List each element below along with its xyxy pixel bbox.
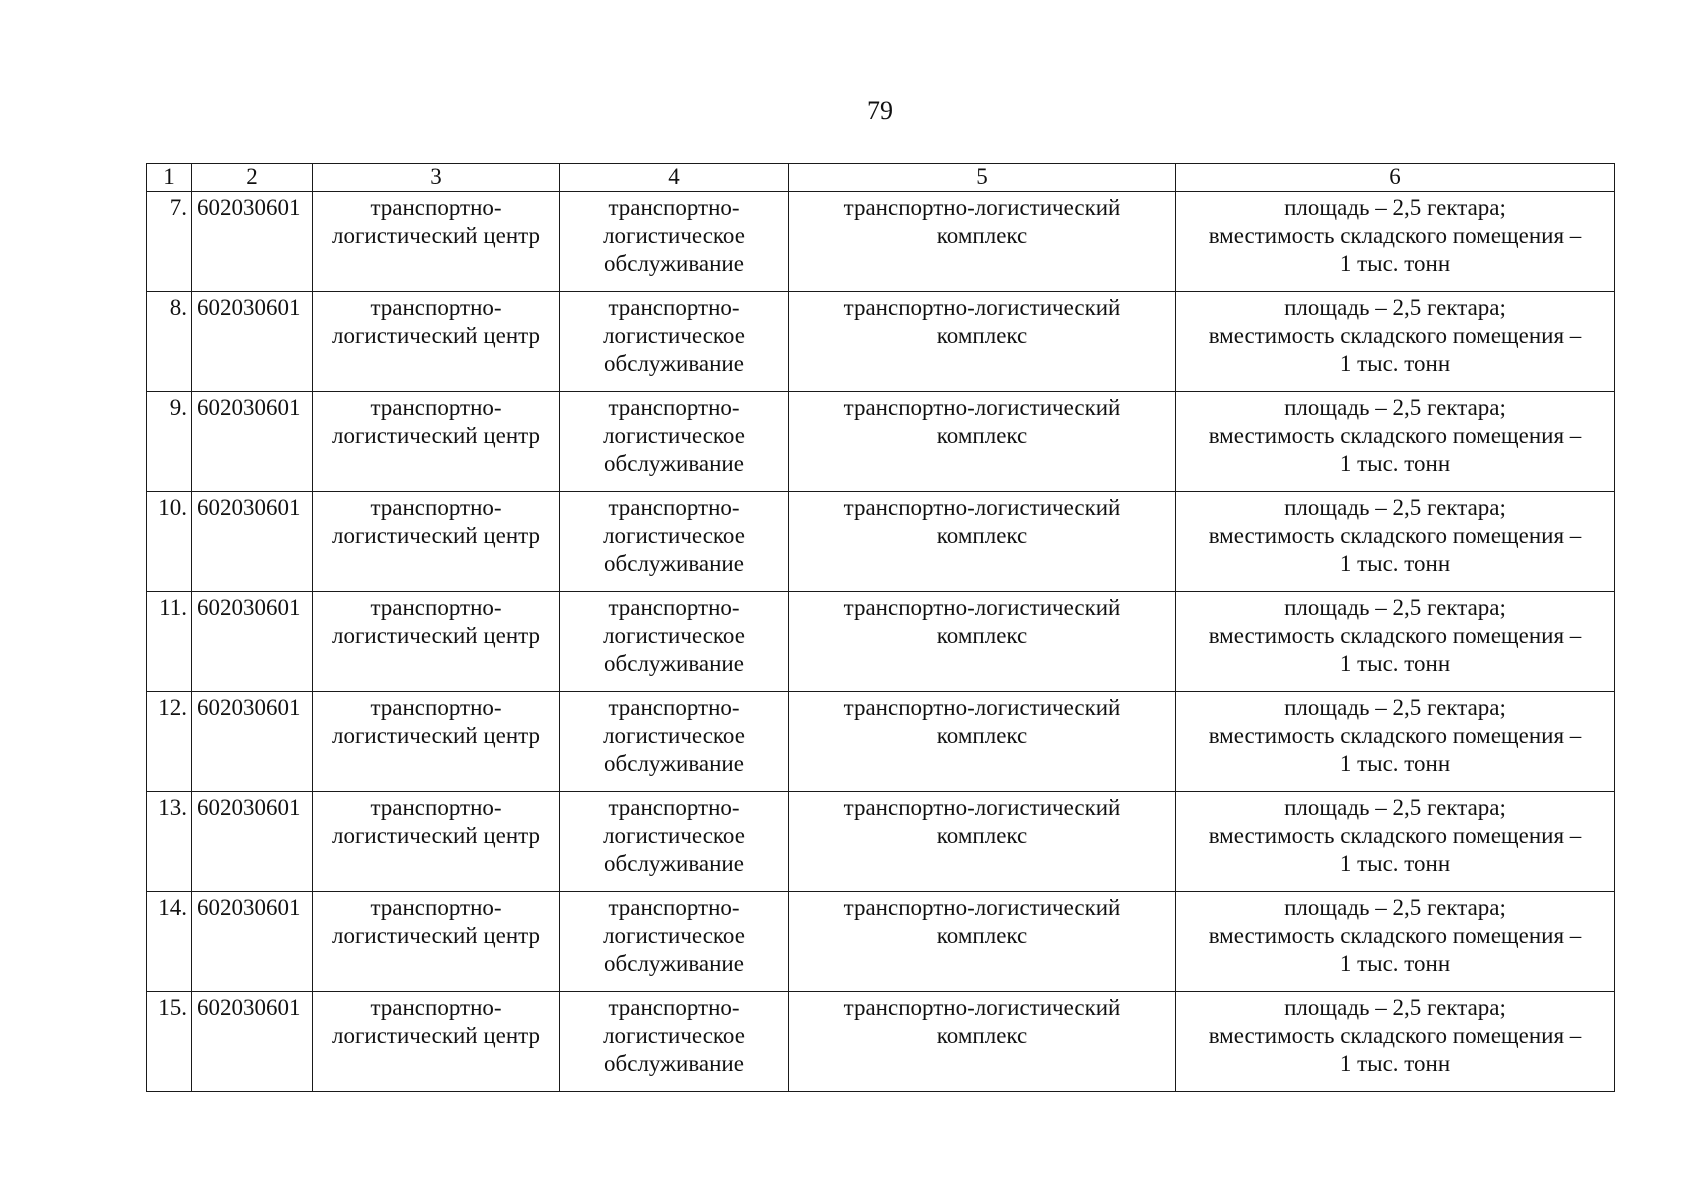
characteristics-cell — [1176, 292, 1615, 392]
object-type-cell-line: логистический центр — [331, 923, 541, 948]
characteristics-cell-line: 1 тыс. тонн — [1339, 351, 1451, 376]
object-purpose-cell-line: транспортно-логистический — [843, 295, 1121, 320]
activity-type-cell-line: логистическое — [603, 223, 745, 248]
object-type-cell — [313, 192, 560, 292]
object-purpose-cell-line: комплекс — [936, 823, 1028, 848]
object-purpose-cell — [789, 592, 1176, 692]
column-header-4: 4 — [560, 164, 789, 192]
object-type-cell — [313, 592, 560, 692]
object-type-cell-line: транспортно- — [370, 195, 502, 220]
characteristics-cell-line: 1 тыс. тонн — [1339, 651, 1451, 676]
activity-type-cell-line: транспортно- — [608, 795, 740, 820]
characteristics-cell — [1176, 492, 1615, 592]
characteristics-cell — [1176, 792, 1615, 892]
activity-type-cell-line: логистическое — [603, 523, 745, 548]
object-type-cell-line: транспортно- — [370, 795, 502, 820]
characteristics-cell-line: площадь – 2,5 гектара; — [1284, 995, 1506, 1020]
characteristics-cell-line: вместимость складского помещения – — [1208, 823, 1582, 848]
characteristics-cell-line: 1 тыс. тонн — [1339, 851, 1451, 876]
object-type-cell-line: логистический центр — [331, 223, 541, 248]
object-type-cell-line: логистический центр — [331, 623, 541, 648]
characteristics-cell-line: вместимость складского помещения – — [1208, 1023, 1582, 1048]
characteristics-cell — [1176, 592, 1615, 692]
object-purpose-cell-line: транспортно-логистический — [843, 995, 1121, 1020]
object-type-cell-line: транспортно- — [370, 495, 502, 520]
table-header-row — [147, 164, 1615, 192]
characteristics-cell-line: 1 тыс. тонн — [1339, 251, 1451, 276]
object-type-cell-line: транспортно- — [370, 695, 502, 720]
activity-type-cell-line: транспортно- — [608, 695, 740, 720]
activity-type-cell-line: транспортно- — [608, 895, 740, 920]
row-number: 7. — [147, 192, 192, 292]
object-purpose-cell — [789, 492, 1176, 592]
object-purpose-cell-line: комплекс — [936, 323, 1028, 348]
activity-type-cell — [560, 792, 789, 892]
activity-type-cell — [560, 492, 789, 592]
object-type-cell-line: транспортно- — [370, 895, 502, 920]
characteristics-cell-line: вместимость складского помещения – — [1208, 523, 1582, 548]
activity-type-cell — [560, 392, 789, 492]
object-purpose-cell — [789, 992, 1176, 1092]
activity-type-cell-line: транспортно- — [608, 295, 740, 320]
activity-type-cell-line: обслуживание — [604, 351, 744, 376]
characteristics-cell-line: площадь – 2,5 гектара; — [1284, 895, 1506, 920]
column-header-6: 6 — [1176, 164, 1615, 192]
activity-type-cell-line: обслуживание — [604, 251, 744, 276]
characteristics-cell-line: вместимость складского помещения – — [1208, 923, 1582, 948]
characteristics-cell — [1176, 992, 1615, 1092]
characteristics-cell-line: вместимость складского помещения – — [1208, 723, 1582, 748]
row-number: 12. — [147, 692, 192, 792]
row-number: 13. — [147, 792, 192, 892]
characteristics-cell-line: 1 тыс. тонн — [1339, 751, 1451, 776]
characteristics-cell-line: площадь – 2,5 гектара; — [1284, 195, 1506, 220]
table-body — [147, 192, 1615, 1092]
object-type-cell — [313, 492, 560, 592]
data-table — [146, 163, 1615, 1092]
object-purpose-cell-line: комплекс — [936, 1023, 1028, 1048]
activity-type-cell-line: обслуживание — [604, 851, 744, 876]
row-code: 602030601 — [192, 392, 313, 492]
characteristics-cell — [1176, 392, 1615, 492]
row-number: 9. — [147, 392, 192, 492]
activity-type-cell — [560, 892, 789, 992]
row-code: 602030601 — [192, 892, 313, 992]
characteristics-cell-line: вместимость складского помещения – — [1208, 323, 1582, 348]
activity-type-cell-line: логистическое — [603, 1023, 745, 1048]
object-type-cell-line: логистический центр — [331, 823, 541, 848]
object-type-cell — [313, 892, 560, 992]
characteristics-cell-line: площадь – 2,5 гектара; — [1284, 695, 1506, 720]
object-type-cell — [313, 992, 560, 1092]
row-code: 602030601 — [192, 192, 313, 292]
object-purpose-cell-line: транспортно-логистический — [843, 695, 1121, 720]
row-code: 602030601 — [192, 792, 313, 892]
activity-type-cell-line: логистическое — [603, 323, 745, 348]
object-purpose-cell — [789, 792, 1176, 892]
object-purpose-cell-line: транспортно-логистический — [843, 895, 1121, 920]
activity-type-cell — [560, 992, 789, 1092]
row-number: 11. — [147, 592, 192, 692]
table-row — [147, 492, 1615, 592]
object-purpose-cell — [789, 392, 1176, 492]
activity-type-cell-line: обслуживание — [604, 451, 744, 476]
column-header-5: 5 — [789, 164, 1176, 192]
object-purpose-cell — [789, 892, 1176, 992]
characteristics-cell-line: вместимость складского помещения – — [1208, 423, 1582, 448]
table-row — [147, 292, 1615, 392]
row-code: 602030601 — [192, 292, 313, 392]
activity-type-cell-line: обслуживание — [604, 751, 744, 776]
activity-type-cell — [560, 192, 789, 292]
activity-type-cell-line: обслуживание — [604, 651, 744, 676]
object-type-cell-line: логистический центр — [331, 423, 541, 448]
characteristics-cell — [1176, 892, 1615, 992]
table-row — [147, 992, 1615, 1092]
characteristics-cell-line: 1 тыс. тонн — [1339, 1051, 1451, 1076]
table-row — [147, 192, 1615, 292]
activity-type-cell-line: транспортно- — [608, 595, 740, 620]
object-purpose-cell-line: комплекс — [936, 623, 1028, 648]
characteristics-cell — [1176, 192, 1615, 292]
table-row — [147, 592, 1615, 692]
object-purpose-cell-line: транспортно-логистический — [843, 595, 1121, 620]
activity-type-cell-line: транспортно- — [608, 395, 740, 420]
column-header-1: 1 — [147, 164, 192, 192]
activity-type-cell-line: логистическое — [603, 823, 745, 848]
row-code: 602030601 — [192, 592, 313, 692]
row-code: 602030601 — [192, 992, 313, 1092]
activity-type-cell-line: обслуживание — [604, 951, 744, 976]
characteristics-cell-line: 1 тыс. тонн — [1339, 551, 1451, 576]
object-type-cell-line: транспортно- — [370, 995, 502, 1020]
row-number: 15. — [147, 992, 192, 1092]
table-row — [147, 392, 1615, 492]
activity-type-cell-line: логистическое — [603, 923, 745, 948]
object-type-cell-line: логистический центр — [331, 323, 541, 348]
activity-type-cell-line: транспортно- — [608, 495, 740, 520]
characteristics-cell-line: площадь – 2,5 гектара; — [1284, 295, 1506, 320]
object-type-cell-line: транспортно- — [370, 295, 502, 320]
object-purpose-cell-line: транспортно-логистический — [843, 395, 1121, 420]
characteristics-cell-line: площадь – 2,5 гектара; — [1284, 395, 1506, 420]
object-purpose-cell-line: транспортно-логистический — [843, 795, 1121, 820]
characteristics-cell-line: вместимость складского помещения – — [1208, 223, 1582, 248]
object-purpose-cell-line: транспортно-логистический — [843, 195, 1121, 220]
object-purpose-cell — [789, 192, 1176, 292]
page-number: 79 — [867, 96, 893, 125]
characteristics-cell-line: площадь – 2,5 гектара; — [1284, 595, 1506, 620]
characteristics-cell-line: площадь – 2,5 гектара; — [1284, 495, 1506, 520]
object-purpose-cell-line: комплекс — [936, 923, 1028, 948]
activity-type-cell-line: логистическое — [603, 723, 745, 748]
row-number: 8. — [147, 292, 192, 392]
table-row — [147, 892, 1615, 992]
object-purpose-cell-line: комплекс — [936, 723, 1028, 748]
object-purpose-cell — [789, 692, 1176, 792]
object-purpose-cell — [789, 292, 1176, 392]
row-number: 10. — [147, 492, 192, 592]
activity-type-cell-line: транспортно- — [608, 195, 740, 220]
object-type-cell-line: логистический центр — [331, 1023, 541, 1048]
object-purpose-cell-line: комплекс — [936, 523, 1028, 548]
activity-type-cell-line: обслуживание — [604, 551, 744, 576]
activity-type-cell — [560, 292, 789, 392]
object-type-cell-line: транспортно- — [370, 395, 502, 420]
characteristics-cell — [1176, 692, 1615, 792]
characteristics-cell-line: вместимость складского помещения – — [1208, 623, 1582, 648]
object-type-cell — [313, 792, 560, 892]
table-row — [147, 792, 1615, 892]
object-type-cell-line: транспортно- — [370, 595, 502, 620]
activity-type-cell-line: логистическое — [603, 623, 745, 648]
object-type-cell-line: логистический центр — [331, 723, 541, 748]
row-number: 14. — [147, 892, 192, 992]
activity-type-cell — [560, 692, 789, 792]
object-purpose-cell-line: комплекс — [936, 423, 1028, 448]
row-code: 602030601 — [192, 492, 313, 592]
column-header-3: 3 — [313, 164, 560, 192]
activity-type-cell — [560, 592, 789, 692]
characteristics-cell-line: 1 тыс. тонн — [1339, 951, 1451, 976]
characteristics-cell-line: 1 тыс. тонн — [1339, 451, 1451, 476]
column-header-2: 2 — [192, 164, 313, 192]
object-purpose-cell-line: транспортно-логистический — [843, 495, 1121, 520]
object-type-cell-line: логистический центр — [331, 523, 541, 548]
characteristics-cell-line: площадь – 2,5 гектара; — [1284, 795, 1506, 820]
row-code: 602030601 — [192, 692, 313, 792]
object-type-cell — [313, 692, 560, 792]
activity-type-cell-line: транспортно- — [608, 995, 740, 1020]
object-purpose-cell-line: комплекс — [936, 223, 1028, 248]
object-type-cell — [313, 392, 560, 492]
object-type-cell — [313, 292, 560, 392]
table-row — [147, 692, 1615, 792]
activity-type-cell-line: логистическое — [603, 423, 745, 448]
activity-type-cell-line: обслуживание — [604, 1051, 744, 1076]
